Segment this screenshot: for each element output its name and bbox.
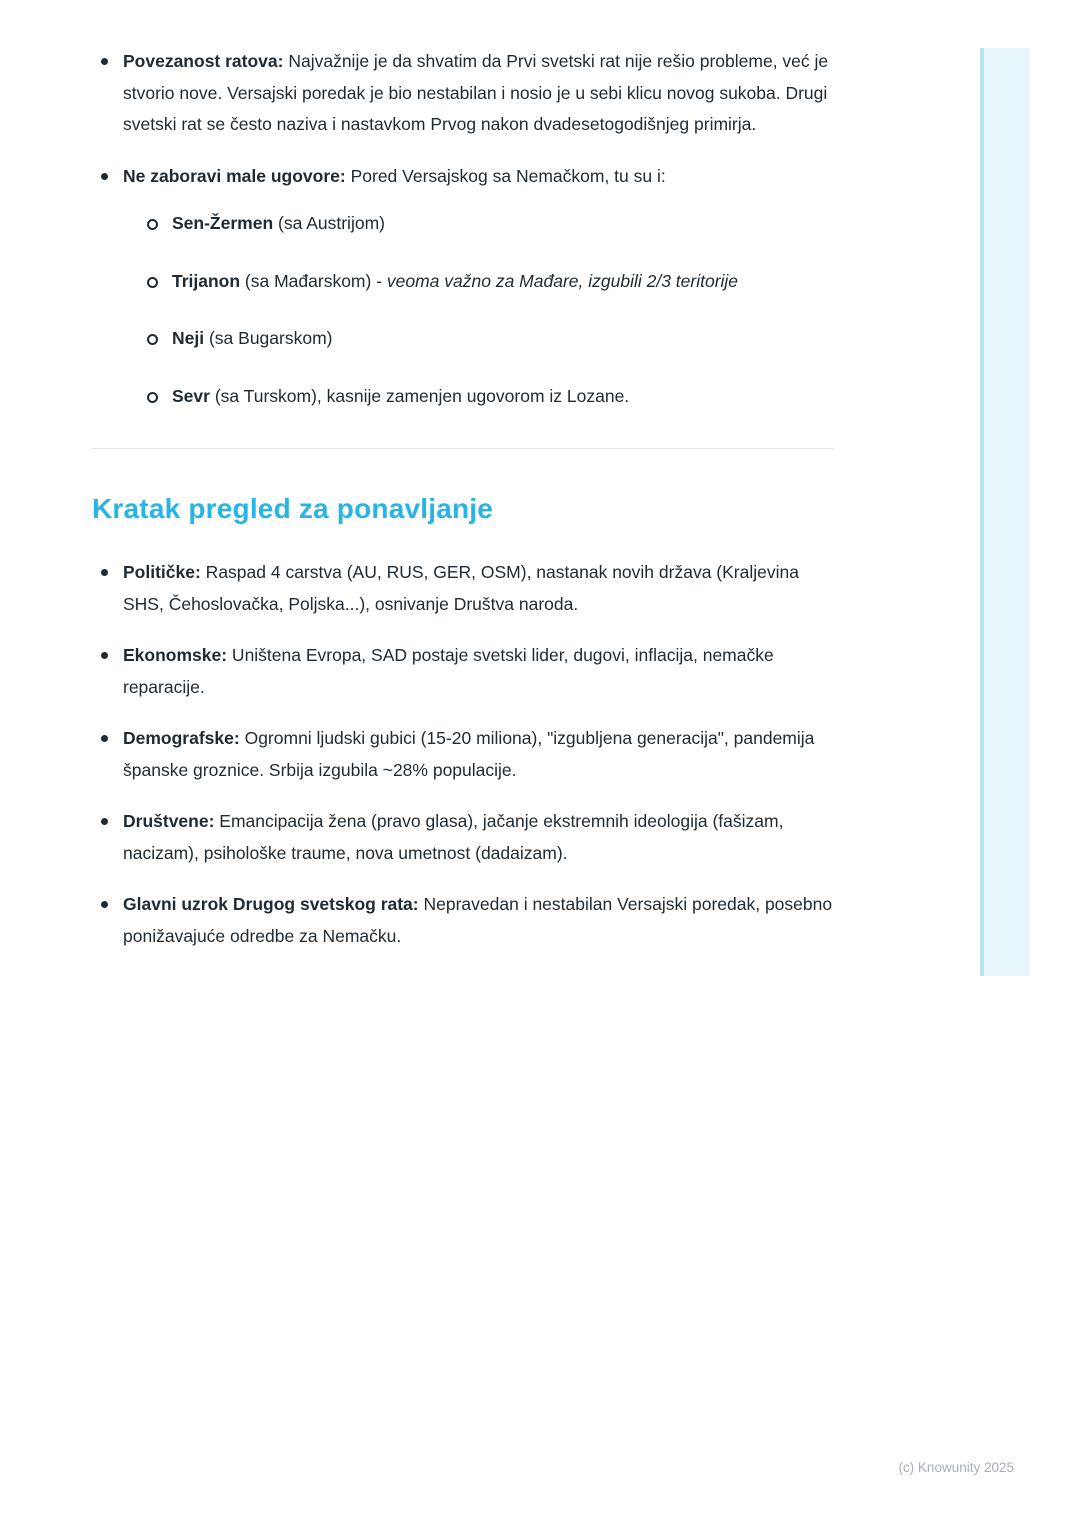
list-item-body: Nepravedan i nestabilan Versajski poredak, posebno ponižavajuće odredbe za Nemačku. <box>123 894 833 946</box>
list-item-text <box>123 161 834 193</box>
footer-credit: (c) Knowunity 2025 <box>898 1460 1014 1475</box>
sub-list-item <box>147 266 834 298</box>
list-item <box>92 557 834 620</box>
summary-list <box>92 557 834 952</box>
list-item-term: Političke: <box>123 562 201 582</box>
sub-list-item-text <box>172 208 834 240</box>
sub-list-item <box>147 208 834 240</box>
list-item-term: Povezanost ratova: <box>123 51 284 71</box>
circle-bullet-icon <box>147 392 158 403</box>
treaty-detail: (sa Turskom), kasnije zamenjen ugovorom iz Lozane. <box>209 385 630 406</box>
list-item <box>92 161 834 413</box>
bullet-icon <box>101 652 108 659</box>
page-edge-highlight-strip <box>980 48 1030 976</box>
list-item-text <box>123 889 834 952</box>
treaty-name: Sevr <box>172 385 210 406</box>
sub-list-item-text <box>172 381 834 413</box>
sub-list-item-text <box>172 266 834 298</box>
list-item-body: Ogromni ljudski gubici (15-20 miliona), "izgubljena generacija", pandemija španske groznice. Srbija izgubila ~28% populacije. <box>123 728 815 780</box>
list-item-term: Demografske: <box>123 728 240 748</box>
circle-bullet-icon <box>147 219 158 230</box>
list-item-text <box>123 806 834 869</box>
bullet-icon <box>101 173 108 180</box>
circle-bullet-icon <box>147 277 158 288</box>
treaty-detail: (sa Bugarskom) <box>204 328 333 348</box>
treaty-name: Trijanon <box>172 270 241 291</box>
section-heading: Kratak pregled za ponavljanje <box>92 493 494 524</box>
list-item-body: Emancipacija žena (pravo glasa), jačanje ekstremnih ideologija (fašizam, nacizam), psihološke traume, nova umetnost (dadaizam). <box>123 811 784 863</box>
list-item <box>92 806 834 869</box>
notes-list <box>92 46 834 412</box>
section-divider <box>92 448 834 449</box>
list-item <box>92 723 834 786</box>
circle-bullet-icon <box>147 334 158 345</box>
treaty-name: Neji <box>172 328 205 348</box>
bullet-icon <box>101 58 108 65</box>
sub-list-item-text <box>172 323 834 355</box>
list-item-body: Raspad 4 carstva (AU, RUS, GER, OSM), nastanak novih država (Kraljevina SHS, Čehoslovačka, Poljska...), osnivanje Društva naroda. <box>123 562 799 614</box>
list-item-term: Ekonomske: <box>123 645 228 665</box>
list-item <box>92 640 834 703</box>
document-page <box>92 46 834 972</box>
treaty-detail: (sa Mađarskom) - <box>240 270 387 291</box>
treaty-name: Sen-Žermen <box>172 213 274 233</box>
treaty-detail: (sa Austrijom) <box>273 213 385 233</box>
list-item-term: Glavni uzrok Drugog svetskog rata: <box>123 894 419 914</box>
bullet-icon <box>101 569 108 576</box>
list-item <box>92 46 834 141</box>
list-item-text <box>123 640 834 703</box>
list-item-body: Pored Versajskog sa Nemačkom, tu su i: <box>345 165 666 186</box>
list-item-text <box>123 46 834 141</box>
sub-list-item <box>147 381 834 413</box>
bullet-icon <box>101 735 108 742</box>
list-item-term: Društvene: <box>123 811 215 831</box>
list-item-body: Uništena Evropa, SAD postaje svetski lider, dugovi, inflacija, nemačke reparacije. <box>123 645 774 697</box>
list-item-text <box>123 557 834 620</box>
treaty-note: veoma važno za Mađare, izgubili 2/3 teritorije <box>386 270 739 291</box>
list-item <box>92 889 834 952</box>
list-item-term: Ne zaboravi male ugovore: <box>123 165 346 186</box>
list-item-body: Najvažnije je da shvatim da Prvi svetski rat nije rešio probleme, već je stvorio nove. Versajski poredak je bio nestabilan i nosio je u sebi klicu novog sukoba. Drugi svetski rat se često naziva i nastavkom Prvog nakon dvadesetogodišnjeg primirja. <box>123 51 829 134</box>
treaties-sublist <box>123 208 834 412</box>
bullet-icon <box>101 818 108 825</box>
bullet-icon <box>101 901 108 908</box>
list-item-text <box>123 723 834 786</box>
sub-list-item <box>147 323 834 355</box>
